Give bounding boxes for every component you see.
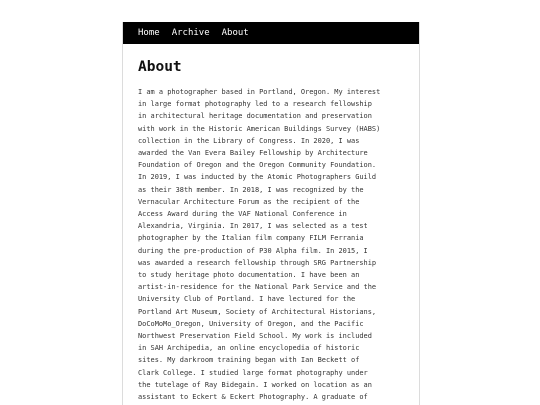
nav-link-about[interactable]: About (221, 28, 249, 38)
page-container (122, 22, 420, 405)
nav-link-home[interactable]: Home (138, 28, 160, 38)
nav-link-archive[interactable]: Archive (171, 28, 210, 38)
page-title: About (138, 59, 182, 75)
main-content (123, 44, 419, 403)
top-nav (123, 22, 419, 44)
about-body-text: I am a photographer based in Portland, Oregon. My interest in large format photography led to a research fellowship in architectural heritage documentation and preservation with work in the Historic American Buildings Survey (HABS) collection in the Library of Congress. In 2020, I was awarded the Van Evera Bailey Fellowship by Architecture Foundation of Oregon and the Oregon Community Foundation. In 2019, I was inducted by the Atomic Photographers Guild as their 38th member. In 2018, I was recognized by the Vernacular Architecture Forum as the recipient of the Access Award during the VAF National Conference in Alexandria, Virginia. In 2017, I was selected as a test photographer by the Italian film company FILM Ferrania during the pre-production of P30 Alpha film. In 2015, I was awarded a research fellowship through SRG Partnership to study heritage photo documentation. I have been an artist-in-residence for the National Park Service and the University Club of Portland. I have lectured for the Portland Art Museum, Society of Architectural Historians, DoCoMoMo_Oregon, University of Oregon, and the Pacific Northwest Preservation Field School. My work is included in SAH Archipedia, an online encyclopedia of historic sites. My darkroom training began with Ian Beckett of Clark College. I studied large format photography under the tutelage of Ray Bidegain. I worked on location as an assistant to Eckert & Eckert Photography. A graduate of (138, 88, 381, 402)
